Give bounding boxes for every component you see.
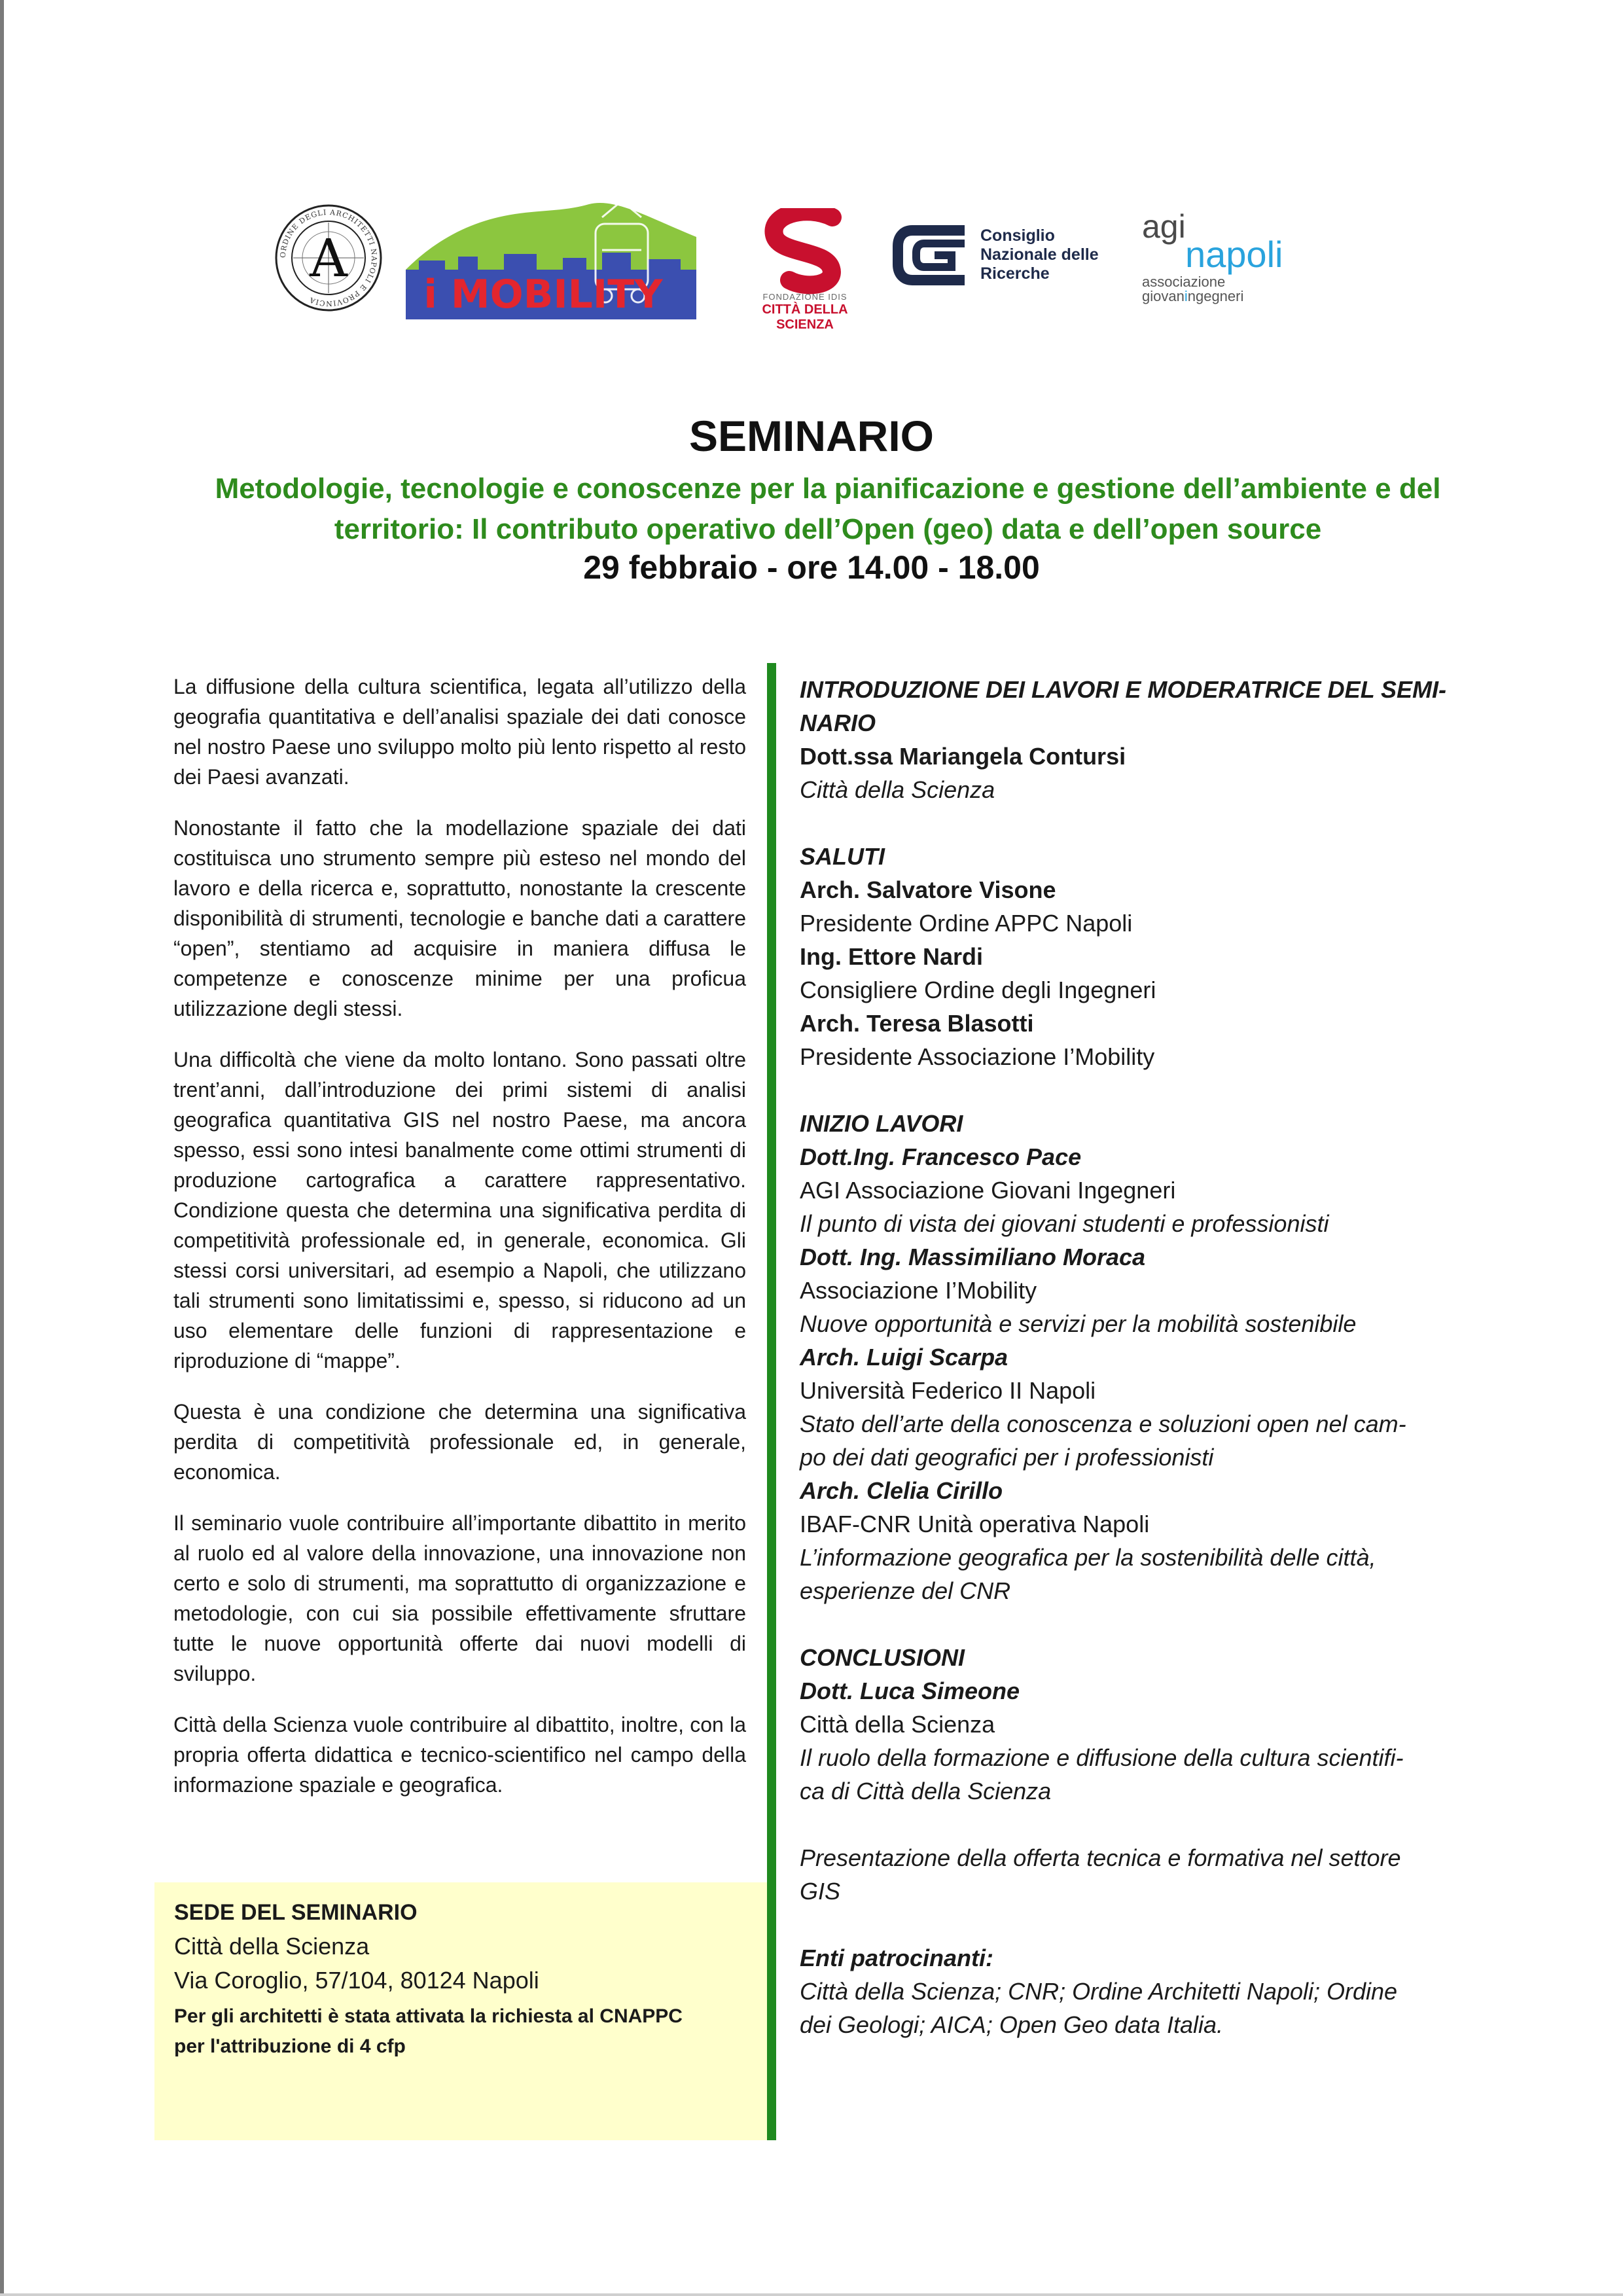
cnr-line-1: Consiglio: [980, 226, 1055, 245]
intro-paragraph: Questa è una condizione che determina una significativa perdita di competitività professionale ed, in generale, economica.: [173, 1400, 746, 1484]
speaker-org: Città della Scienza: [800, 776, 995, 803]
speaker-name: Arch. Clelia Cirillo: [800, 1477, 1003, 1504]
seminar-subtitle: [196, 469, 1459, 550]
intro-paragraph: Il seminario vuole contribuire all’importante dibattito in merito al ruolo ed al valore della innovazione, una innovazione non certo e solo di strumenti, ma soprattutto di organizzazione e metodologie, con cui sia possibile effettivamente sfruttare tutte le nuove opportunità offerte dai nuovi modelli di sviluppo.: [173, 1511, 746, 1685]
program-heading-conclusioni: CONCLUSIONI: [800, 1644, 965, 1671]
speaker-org: Città della Scienza: [800, 1711, 995, 1738]
agi-sub-text: [1142, 275, 1243, 304]
subtitle-line-2: territorio: Il contributo operativo dell’Open (geo) data e dell’open source: [334, 513, 1322, 545]
intro-paragraph: La diffusione della cultura scientifica, legata all’utilizzo della geografia quantitativa e dell’analisi spaziale dei dati conosce nel nostro Paese uno sviluppo molto più lento rispetto al resto dei Paesi avanzati.: [173, 675, 746, 789]
cds-sub-label: FONDAZIONE IDIS: [762, 292, 847, 302]
speaker-name: Dott.Ing. Francesco Pace: [800, 1143, 1082, 1170]
imobility-logo: [406, 198, 696, 319]
speaker-org: IBAF-CNR Unità operativa Napoli: [800, 1511, 1150, 1537]
intro-paragraph: Nonostante il fatto che la modellazione spaziale dei dati costituisca uno strumento sempre più esteso nel mondo del lavoro e della ricerca e, soprattutto, nonostante la crescente disponibilità di strumenti, tecnologie e banche dati a carattere “open”, stentiamo ad acquisire in maniera diffusa le competenze e conoscenze minime per una proficua utilizzazione degli stessi.: [173, 816, 746, 1020]
venue-place: Città della Scienza: [174, 1933, 370, 1960]
patrons-heading: Enti patrocinanti:: [800, 1945, 993, 1971]
agi-napoli-text: napoli: [1185, 234, 1283, 275]
logo-strip: [0, 196, 1623, 332]
page-edge-left: [0, 0, 4, 2296]
venue-address: Via Coroglio, 57/104, 80124 Napoli: [174, 1967, 539, 1994]
seminar-date: 29 febbraio - ore 14.00 - 18.00: [583, 549, 1040, 586]
ordine-architetti-logo: [274, 203, 383, 313]
page-edge-bottom: [0, 2293, 1623, 2296]
speaker-org: Associazione I’Mobility: [800, 1277, 1037, 1304]
agi-sub-part-a: giovan: [1142, 288, 1185, 304]
venue-note-line-1: Per gli architetti è stata attivata la richiesta al CNAPPC: [174, 2005, 683, 2027]
speaker-name: Dott. Ing. Massimiliano Moraca: [800, 1244, 1146, 1270]
talk-topic-cont: ca di Città della Scienza: [800, 1778, 1052, 1804]
intro-text-column: [173, 672, 746, 1821]
program-heading-intro: INTRODUZIONE DEI LAVORI E MODERATRICE DEL SEMI-: [800, 676, 1447, 703]
patrons-list: Città della Scienza; CNR; Ordine Architetti Napoli; Ordine: [800, 1978, 1398, 2005]
agi-sub-line-2: [1142, 289, 1243, 304]
cnr-line-2: Nazionale delle: [980, 245, 1099, 264]
talk-topic: L’informazione geografica per la sostenibilità delle città,: [800, 1544, 1376, 1571]
speaker-name: Ing. Ettore Nardi: [800, 943, 984, 970]
agi-sub-part-b: i: [1184, 288, 1188, 304]
cnr-line-3: Ricerche: [980, 264, 1050, 283]
agi-sub-line-1: associazione: [1142, 274, 1226, 290]
speaker-org: Università Federico II Napoli: [800, 1377, 1096, 1404]
speaker-name: Arch. Luigi Scarpa: [800, 1344, 1008, 1371]
speaker-name: Arch. Teresa Blasotti: [800, 1010, 1034, 1037]
speaker-role: Presidente Ordine APPC Napoli: [800, 910, 1133, 937]
agi-top-text: agi: [1142, 208, 1186, 245]
speaker-org: AGI Associazione Giovani Ingegneri: [800, 1177, 1176, 1204]
program-heading-inizio: INIZIO LAVORI: [800, 1110, 963, 1137]
citta-della-scienza-logo: [734, 208, 876, 332]
program-heading-saluti: SALUTI: [800, 843, 885, 870]
ordine-letter: A: [310, 228, 348, 289]
speaker-name: Arch. Salvatore Visone: [800, 876, 1056, 903]
talk-topic: Il ruolo della formazione e diffusione della cultura scientifi-: [800, 1744, 1404, 1771]
page-title: SEMINARIO: [688, 412, 935, 460]
talk-topic-cont: po dei dati geografici per i professionisti: [800, 1444, 1214, 1471]
imobility-text: i MOBILITY: [423, 272, 663, 317]
intro-paragraph: Una difficoltà che viene da molto lontano. Sono passati oltre trent’anni, dall’introduzione dei primi sistemi di analisi geografica quantitativa GIS nel nostro Paese, ma ancora spesso, essi sono intesi banalmente come ottimi strumenti di produzione cartografica a carattere rappresentativo. Condizione questa che determina una significativa perdita di competitività professionale ed, in generale, economica. Gli stessi corsi universitari, ad esempio a Napoli, che utilizzano tali strumenti sono limitatissimi e, spesso, si riducono ad un uso elementare delle funzioni di rappresentazione e riproduzione di “mappe”.: [173, 1048, 746, 1372]
agi-sub-part-c: ngegneri: [1187, 288, 1244, 304]
program-heading-intro-cont: NARIO: [800, 709, 876, 736]
speaker-name: Dott.ssa Mariangela Contursi: [800, 743, 1126, 770]
venue-heading: SEDE DEL SEMINARIO: [174, 1900, 418, 1925]
column-divider: [767, 663, 776, 2140]
speaker-role: Presidente Associazione I’Mobility: [800, 1043, 1155, 1070]
intro-paragraph: Città della Scienza vuole contribuire al dibattito, inoltre, con la propria offerta didattica e tecnico-scientifico nel campo della informazione spaziale e geografica.: [173, 1713, 746, 1797]
talk-topic: Stato dell’arte della conoscenza e soluzioni open nel cam-: [800, 1410, 1406, 1437]
cnr-text: [980, 226, 1099, 283]
ordine-ring-text: ORDINE DEGLI ARCHITETTI NAPOLI E PROVINCIA: [278, 207, 379, 308]
cds-name-label: CITTÀ DELLA SCIENZA: [762, 302, 848, 332]
subtitle-line-1: Metodologie, tecnologie e conoscenze per la pianificazione e gestione dell’ambiente e del: [215, 473, 1441, 505]
agi-napoli-logo: [1142, 208, 1283, 308]
presentation-note-cont: GIS: [800, 1878, 841, 1905]
talk-topic-cont: esperienze del CNR: [800, 1577, 1011, 1604]
venue-credits-note: [174, 2001, 750, 2062]
cnr-logo: [891, 216, 1107, 295]
talk-topic: Il punto di vista dei giovani studenti e professionisti: [800, 1210, 1329, 1237]
venue-box: [154, 1882, 767, 2140]
program-column: [800, 673, 1454, 2041]
patrons-list-cont: dei Geologi; AICA; Open Geo data Italia.: [800, 2011, 1224, 2038]
presentation-note: Presentazione della offerta tecnica e formativa nel settore: [800, 1844, 1401, 1871]
speaker-role: Consigliere Ordine degli Ingegneri: [800, 977, 1156, 1003]
speaker-name: Dott. Luca Simeone: [800, 1677, 1020, 1704]
venue-note-line-2: per l'attribuzione di 4 cfp: [174, 2036, 406, 2057]
talk-topic: Nuove opportunità e servizi per la mobilità sostenibile: [800, 1310, 1357, 1337]
